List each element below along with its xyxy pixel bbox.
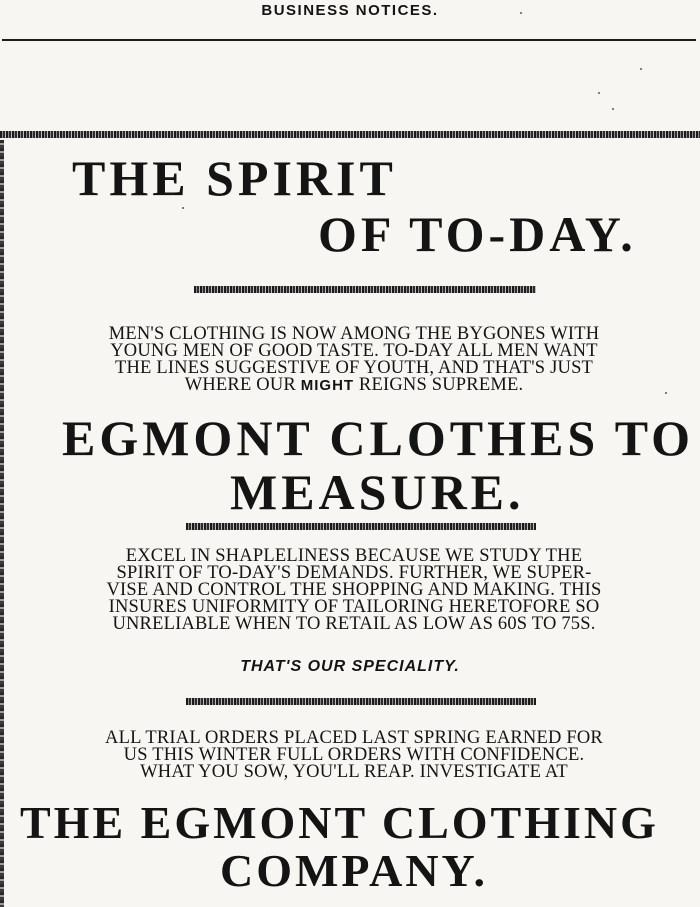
headline-line-2: OF TO-DAY.: [318, 206, 637, 262]
scan-speck: [665, 392, 667, 394]
paragraph-bygones-line-3: THE LINES SUGGESTIVE OF YOUTH, AND THAT'S JUST: [114, 358, 594, 378]
paragraph-shapeliness: [44, 548, 664, 633]
paragraph-shapeliness-line-3: VISE AND CONTROL THE SHOPPING AND MAKING. THIS: [106, 580, 602, 600]
paragraph-trial-line-3: WHAT YOU SOW, YOU'LL REAP. INVESTIGATE AT: [140, 762, 568, 782]
paragraph-shapeliness-line-1: EXCEL IN SHAPLELINESS BECAUSE WE STUDY THE: [125, 546, 583, 566]
paragraph-bygones-line-4: [44, 377, 664, 394]
line-4-end: REIGNS SUPREME.: [358, 375, 524, 395]
left-ornamental-border: [0, 140, 4, 907]
paragraph-shapeliness-line-5: UNRELIABLE WHEN TO RETAIL AS LOW AS 60S TO 75S.: [112, 614, 596, 634]
headline-line-1: THE SPIRIT: [72, 150, 397, 206]
paragraph-trial-orders: [44, 730, 664, 781]
divider-1: [194, 286, 536, 293]
paragraph-bygones: [44, 326, 664, 394]
line-4-start: WHERE OUR: [184, 375, 296, 395]
company-name-line-2: COMPANY.: [220, 845, 489, 896]
scan-speck: [612, 108, 614, 110]
scan-speck: [182, 207, 184, 209]
paragraph-shapeliness-line-4: INSURES UNIFORMITY OF TAILORING HERETOFORE SO: [108, 597, 600, 617]
paragraph-trial-line-1: ALL TRIAL ORDERS PLACED LAST SPRING EARNED FOR: [105, 728, 603, 748]
company-name-line-1: THE EGMONT CLOTHING: [20, 797, 659, 848]
might-emphasis: MIGHT: [300, 377, 355, 394]
speciality-tagline: THAT'S OUR SPECIALITY.: [240, 658, 460, 675]
scan-speck: [520, 12, 522, 14]
section-header: BUSINESS NOTICES.: [261, 2, 439, 19]
paragraph-bygones-line-2: YOUNG MEN OF GOOD TASTE. TO-DAY ALL MEN WANT: [110, 341, 598, 361]
top-ornamental-border: [0, 131, 700, 138]
scan-speck: [598, 92, 600, 94]
header-rule: [2, 39, 696, 41]
divider-2: [186, 523, 536, 530]
scan-speck: [640, 68, 642, 70]
brand-line-1: EGMONT CLOTHES TO: [62, 410, 695, 466]
brand-line-2: MEASURE.: [230, 464, 525, 520]
paragraph-trial-line-2: US THIS WINTER FULL ORDERS WITH CONFIDENCE.: [123, 745, 585, 765]
paragraph-shapeliness-line-2: SPIRIT OF TO-DAY'S DEMANDS. FURTHER, WE SUPER-: [116, 563, 592, 583]
paragraph-bygones-line-1: MEN'S CLOTHING IS NOW AMONG THE BYGONES WITH: [108, 324, 600, 344]
divider-3: [186, 698, 536, 705]
